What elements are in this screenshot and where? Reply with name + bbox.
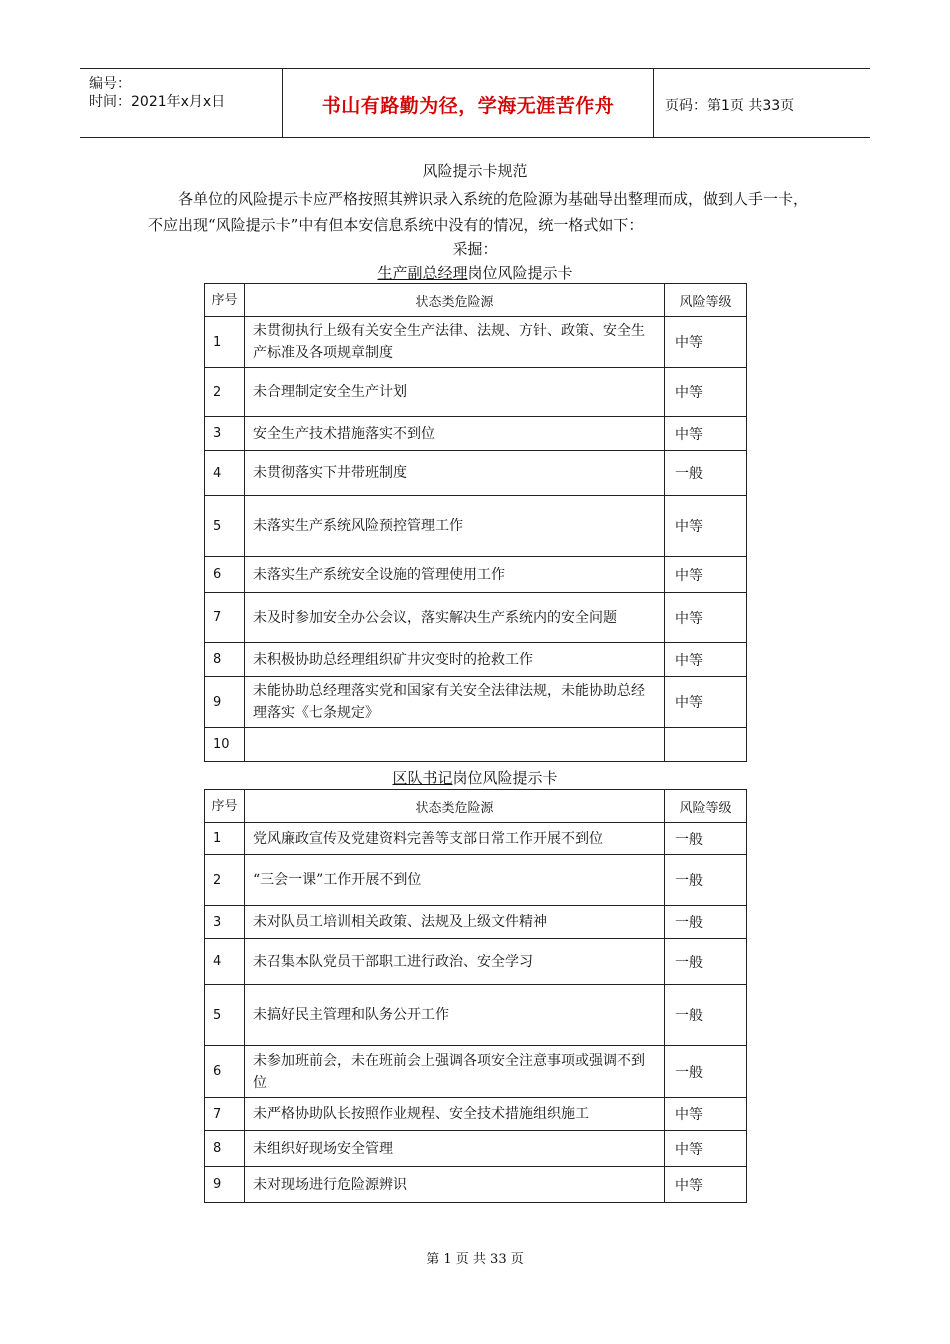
row-no: 6 bbox=[205, 1046, 245, 1098]
table-row bbox=[205, 855, 747, 906]
row-hazard: 未组织好现场安全管理 bbox=[245, 1131, 665, 1167]
number-label: 编号： bbox=[89, 76, 131, 92]
table-row bbox=[205, 1131, 747, 1167]
row-hazard: 未搞好民主管理和队务公开工作 bbox=[245, 985, 665, 1046]
table-row bbox=[205, 728, 747, 762]
row-no: 4 bbox=[205, 451, 245, 496]
row-hazard: 未能协助总经理落实党和国家有关安全法律法规，未能协助总经理落实《七条规定》 bbox=[245, 677, 665, 728]
row-hazard bbox=[245, 728, 665, 762]
header-meta-cell bbox=[80, 69, 282, 137]
row-no: 2 bbox=[205, 855, 245, 906]
row-hazard: 未对队员工培训相关政策、法规及上级文件精神 bbox=[245, 906, 665, 939]
col-header-no: 序号 bbox=[205, 284, 245, 317]
table-row bbox=[205, 317, 747, 368]
row-hazard: 未落实生产系统风险预控管理工作 bbox=[245, 496, 665, 557]
intro-paragraph: 各单位的风险提示卡应严格按照其辨识录入系统的危险源为基础导出整理而成，做到人手一卡，不应出现“风险提示卡”中有但本安信息系统中没有的情况，统一格式如下： bbox=[148, 190, 809, 234]
document-header bbox=[80, 68, 870, 138]
row-no: 1 bbox=[205, 317, 245, 368]
row-hazard: 未合理制定安全生产计划 bbox=[245, 368, 665, 417]
motto: 书山有路勤为径，学海无涯苦作舟 bbox=[321, 95, 615, 117]
row-hazard: 未及时参加安全办公会议，落实解决生产系统内的安全问题 bbox=[245, 593, 665, 643]
row-no: 7 bbox=[205, 1098, 245, 1131]
row-hazard: 未落实生产系统安全设施的管理使用工作 bbox=[245, 557, 665, 593]
row-no: 3 bbox=[205, 417, 245, 451]
table-row bbox=[205, 1098, 747, 1131]
row-level: 中等 bbox=[665, 317, 747, 368]
section-label: 采掘： bbox=[452, 240, 498, 258]
table-row bbox=[205, 451, 747, 496]
table-header-row bbox=[205, 790, 747, 823]
col-header-hazard: 状态类危险源 bbox=[245, 790, 665, 823]
row-level: 中等 bbox=[665, 643, 747, 677]
row-hazard: 未贯彻落实下井带班制度 bbox=[245, 451, 665, 496]
row-level: 中等 bbox=[665, 677, 747, 728]
table-row bbox=[205, 823, 747, 855]
row-level: 中等 bbox=[665, 1131, 747, 1167]
row-no: 8 bbox=[205, 643, 245, 677]
row-level: 一般 bbox=[665, 823, 747, 855]
card-post: 生产副总经理 bbox=[377, 264, 468, 282]
table-row bbox=[205, 643, 747, 677]
row-no: 7 bbox=[205, 593, 245, 643]
card-caption bbox=[0, 767, 950, 788]
row-level: 中等 bbox=[665, 496, 747, 557]
card-caption bbox=[0, 262, 950, 283]
row-level: 中等 bbox=[665, 557, 747, 593]
row-no: 5 bbox=[205, 985, 245, 1046]
row-hazard: “三会一课”工作开展不到位 bbox=[245, 855, 665, 906]
row-level: 一般 bbox=[665, 1046, 747, 1098]
header-page-cell bbox=[653, 69, 870, 137]
table-row bbox=[205, 939, 747, 985]
row-level: 一般 bbox=[665, 855, 747, 906]
row-no: 5 bbox=[205, 496, 245, 557]
row-no: 8 bbox=[205, 1131, 245, 1167]
card-post: 区队书记 bbox=[392, 769, 453, 787]
risk-card-table bbox=[204, 789, 747, 1203]
row-level: 中等 bbox=[665, 368, 747, 417]
row-level: 一般 bbox=[665, 985, 747, 1046]
row-hazard: 未贯彻执行上级有关安全生产法律、法规、方针、政策、安全生产标准及各项规章制度 bbox=[245, 317, 665, 368]
table-row bbox=[205, 906, 747, 939]
table-row bbox=[205, 1167, 747, 1203]
row-no: 10 bbox=[205, 728, 245, 762]
header-motto-cell bbox=[282, 69, 654, 137]
row-hazard: 未积极协助总经理组织矿井灾变时的抢救工作 bbox=[245, 643, 665, 677]
col-header-hazard: 状态类危险源 bbox=[245, 284, 665, 317]
table-header-row bbox=[205, 284, 747, 317]
table-row bbox=[205, 496, 747, 557]
col-header-level: 风险等级 bbox=[665, 790, 747, 823]
row-hazard: 未参加班前会，未在班前会上强调各项安全注意事项或强调不到位 bbox=[245, 1046, 665, 1098]
table-row bbox=[205, 557, 747, 593]
col-header-level: 风险等级 bbox=[665, 284, 747, 317]
row-no: 1 bbox=[205, 823, 245, 855]
row-level: 中等 bbox=[665, 1167, 747, 1203]
row-no: 4 bbox=[205, 939, 245, 985]
table-row bbox=[205, 677, 747, 728]
row-level: 一般 bbox=[665, 451, 747, 496]
row-no: 3 bbox=[205, 906, 245, 939]
row-no: 9 bbox=[205, 1167, 245, 1203]
row-level: 中等 bbox=[665, 1098, 747, 1131]
table-row bbox=[205, 1046, 747, 1098]
row-level: 一般 bbox=[665, 906, 747, 939]
page-footer: 第 1 页 共 33 页 bbox=[426, 1252, 524, 1267]
col-header-no: 序号 bbox=[205, 790, 245, 823]
row-level: 一般 bbox=[665, 939, 747, 985]
risk-card-table bbox=[204, 283, 747, 762]
row-level bbox=[665, 728, 747, 762]
table-row bbox=[205, 368, 747, 417]
row-hazard: 未召集本队党员干部职工进行政治、安全学习 bbox=[245, 939, 665, 985]
row-no: 2 bbox=[205, 368, 245, 417]
doc-title: 风险提示卡规范 bbox=[422, 162, 528, 180]
table-row bbox=[205, 417, 747, 451]
row-level: 中等 bbox=[665, 417, 747, 451]
table-row bbox=[205, 593, 747, 643]
row-hazard: 党风廉政宣传及党建资料完善等支部日常工作开展不到位 bbox=[245, 823, 665, 855]
table-row bbox=[205, 985, 747, 1046]
row-hazard: 未对现场进行危险源辨识 bbox=[245, 1167, 665, 1203]
card-suffix: 岗位风险提示卡 bbox=[467, 264, 573, 282]
page-info: 页码：第1页 共33页 bbox=[665, 98, 795, 114]
row-hazard: 未严格协助队长按照作业规程、安全技术措施组织施工 bbox=[245, 1098, 665, 1131]
row-level: 中等 bbox=[665, 593, 747, 643]
row-no: 9 bbox=[205, 677, 245, 728]
row-hazard: 安全生产技术措施落实不到位 bbox=[245, 417, 665, 451]
time-label: 时间：2021年x月x日 bbox=[89, 94, 226, 110]
card-suffix: 岗位风险提示卡 bbox=[452, 769, 558, 787]
row-no: 6 bbox=[205, 557, 245, 593]
